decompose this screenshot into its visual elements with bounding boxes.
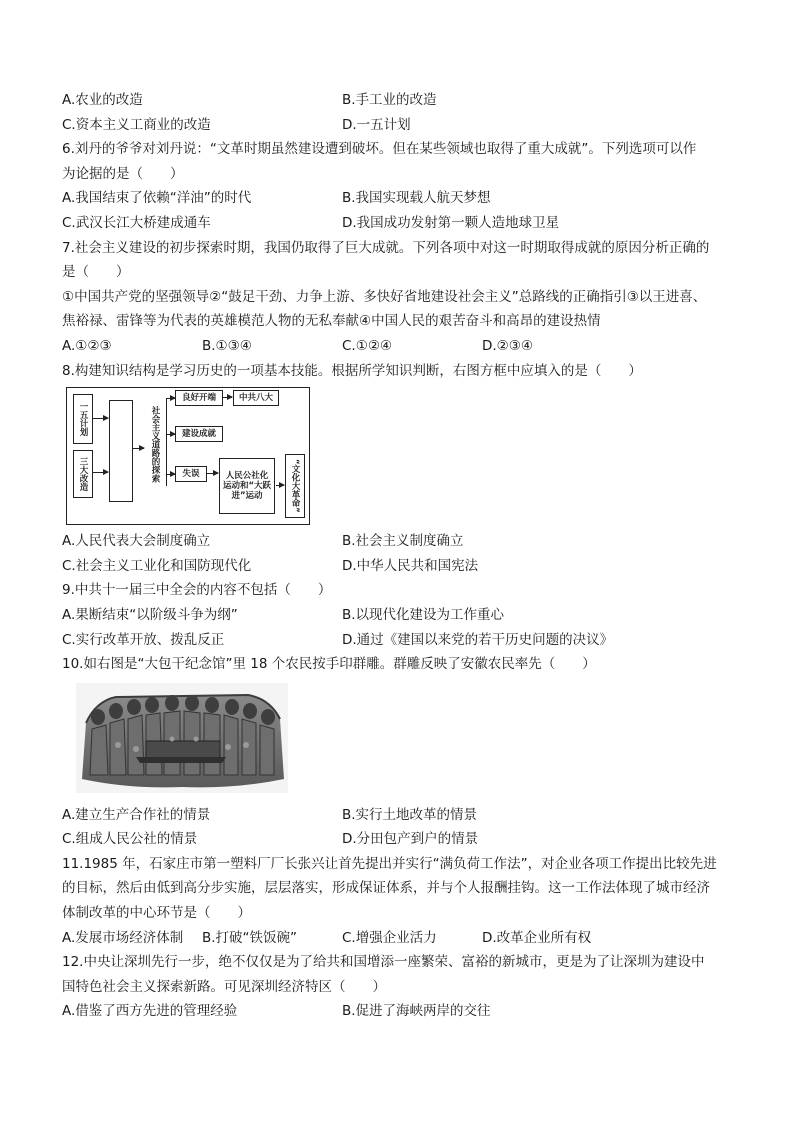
- q9-options-row2: [62, 628, 734, 653]
- q8-option-d[interactable]: D.中华人民共和国宪法: [342, 557, 479, 574]
- q11-option-a[interactable]: A.发展市场经济体制: [62, 929, 184, 946]
- q10-option-a[interactable]: A.建立生产合作社的情景: [62, 806, 211, 823]
- q5-options-row1: [62, 88, 734, 113]
- q7-option-d[interactable]: D.②③④: [482, 337, 533, 354]
- diagram-box-three-transformations: 三大改造: [73, 450, 93, 498]
- q7-statements-line2: 焦裕禄、雷锋等为代表的英雄模范人物的无私奉献④中国人民的艰苦奋斗和高昂的建设热情: [62, 313, 601, 330]
- q11-stem-line2: 的目标，然后由低到高分步实施，层层落实，形成保证体系，并与个人报酬挂钩。这一工作法体现了城市经济: [62, 880, 710, 897]
- diagram-bracket: [166, 398, 167, 486]
- q7-statements-line1: ①中国共产党的坚强领导②“鼓足干劲、力争上游、多快好省地建设社会主义”总路线的正确指引③以王进喜、: [62, 288, 707, 305]
- q7-options-row: [62, 334, 734, 359]
- q10-option-d[interactable]: D.分田包产到户的情景: [342, 831, 479, 848]
- q7-option-c[interactable]: C.①②④: [342, 337, 393, 354]
- q5-options-row2: [62, 113, 734, 138]
- diagram-arrow: [222, 397, 232, 398]
- q6-stem-line2: 为论据的是（ ）: [62, 165, 184, 182]
- q12-stem-line2: 国特色社会主义探索新路。可见深圳经济特区（ ）: [62, 978, 386, 995]
- q6-option-b[interactable]: B.我国实现载人航天梦想: [342, 190, 491, 207]
- q10-option-b[interactable]: B.实行土地改革的情景: [342, 806, 478, 823]
- q8-option-c[interactable]: C.社会主义工业化和国防现代化: [62, 557, 252, 574]
- diagram-box-eighth-congress: 中共八大: [233, 390, 279, 406]
- q10-stem: 10.如右图是“大包干纪念馆”里 18 个农民按手印群雕。群雕反映了安徽农民率先（ ）: [62, 656, 596, 673]
- diagram-box-cultural-revolution: “文化大革命”: [285, 454, 305, 518]
- q9-options-row1: [62, 603, 734, 628]
- q8-options-row1: [62, 529, 734, 554]
- q9-stem: 9.中共十一届三中全会的内容不包括（ ）: [62, 582, 332, 599]
- q7-option-b[interactable]: B.①③④: [202, 337, 252, 354]
- diagram-arrow: [132, 448, 144, 449]
- q9-option-d[interactable]: D.通过《建国以来党的若干历史问题的决议》: [342, 631, 614, 648]
- q10-options-row1: [62, 803, 734, 828]
- q11-options-row: [62, 926, 734, 951]
- diagram-box-good-start: 良好开端: [175, 390, 223, 406]
- q8-option-a[interactable]: A.人民代表大会制度确立: [62, 533, 211, 550]
- q11-option-c[interactable]: C.增强企业活力: [342, 929, 437, 946]
- q9-option-b[interactable]: B.以现代化建设为工作重心: [342, 606, 505, 623]
- q6-options-row2: [62, 211, 734, 236]
- q8-stem: 8.构建知识结构是学习历史的一项基本技能。根据所学知识判断，右图方框中应填入的是（ ）: [62, 362, 642, 379]
- diagram-arrow: [167, 434, 175, 435]
- q12-option-b[interactable]: B.促进了海峡两岸的交往: [342, 1003, 491, 1020]
- diagram-arrow: [92, 418, 108, 419]
- diagram-arrow: [167, 474, 175, 475]
- q10-options-row2: [62, 827, 734, 852]
- diagram-box-five-year-plan: 一五计划: [73, 394, 93, 444]
- q5-option-d[interactable]: D.一五计划: [342, 116, 411, 133]
- diagram-box-exploration: 社会主义道路的探索: [145, 394, 165, 494]
- sculpture-photo: [76, 683, 288, 793]
- q6-option-c[interactable]: C.武汉长江大桥建成通车: [62, 214, 211, 231]
- q9-option-c[interactable]: C.实行改革开放、拨乱反正: [62, 631, 225, 648]
- q5-option-b[interactable]: B.手工业的改造: [342, 92, 437, 108]
- diagram-blank-box[interactable]: [109, 400, 133, 502]
- q8-options-row2: [62, 554, 734, 579]
- diagram-arrow: [167, 398, 175, 399]
- q11-option-d[interactable]: D.改革企业所有权: [482, 929, 592, 946]
- q11-stem-line1: 11.1985 年，石家庄市第一塑料厂厂长张兴让首先提出并实行“满负荷工作法”，对企业各项工作提出比较先进: [62, 855, 717, 872]
- diagram-box-construction: 建设成就: [175, 426, 223, 442]
- q5-option-a[interactable]: A.农业的改造: [62, 92, 143, 108]
- diagram-frame: [66, 387, 310, 525]
- q11-stem-line3: 体制改革的中心环节是（ ）: [62, 905, 251, 922]
- q7-option-a[interactable]: A.①②③: [62, 337, 112, 354]
- q8-option-b[interactable]: B.社会主义制度确立: [342, 533, 464, 550]
- q8-knowledge-diagram: [66, 387, 734, 525]
- q6-options-row1: [62, 186, 734, 211]
- q12-stem-line1: 12.中央让深圳先行一步，绝不仅仅是为了给共和国增添一座繁荣、富裕的新城市，更是为了让深圳为建设中: [62, 954, 705, 971]
- q10-option-c[interactable]: C.组成人民公社的情景: [62, 831, 198, 848]
- q11-option-b[interactable]: B.打破“铁饭碗”: [202, 929, 298, 946]
- q6-stem-line1: 6.刘丹的爷爷对刘丹说：“文革时期虽然建设遭到破坏。但在某些领域也取得了重大成就”。下列选项可以作: [62, 141, 697, 158]
- exam-page: [62, 88, 734, 1024]
- q7-stem-line1: 7.社会主义建设的初步探索时期，我国仍取得了巨大成就。下列各项中对这一时期取得成就的原因分析正确的: [62, 239, 710, 256]
- q12-option-a[interactable]: A.借鉴了西方先进的管理经验: [62, 1003, 238, 1020]
- q6-option-a[interactable]: A.我国结束了依赖“洋油”的时代: [62, 190, 252, 207]
- q12-options-row1: [62, 999, 734, 1024]
- q7-stem-line2: 是（ ）: [62, 264, 130, 281]
- diagram-box-commune: 人民公社化运动和“大跃进”运动: [219, 458, 275, 514]
- q5-option-c[interactable]: C.资本主义工商业的改造: [62, 116, 211, 133]
- q9-option-a[interactable]: A.果断结束“以阶级斗争为纲”: [62, 606, 238, 623]
- diagram-arrow: [276, 485, 284, 486]
- q6-option-d[interactable]: D.我国成功发射第一颗人造地球卫星: [342, 214, 560, 231]
- diagram-box-mistake: 失误: [175, 466, 207, 482]
- diagram-arrow: [92, 472, 108, 473]
- diagram-arrow: [206, 473, 218, 474]
